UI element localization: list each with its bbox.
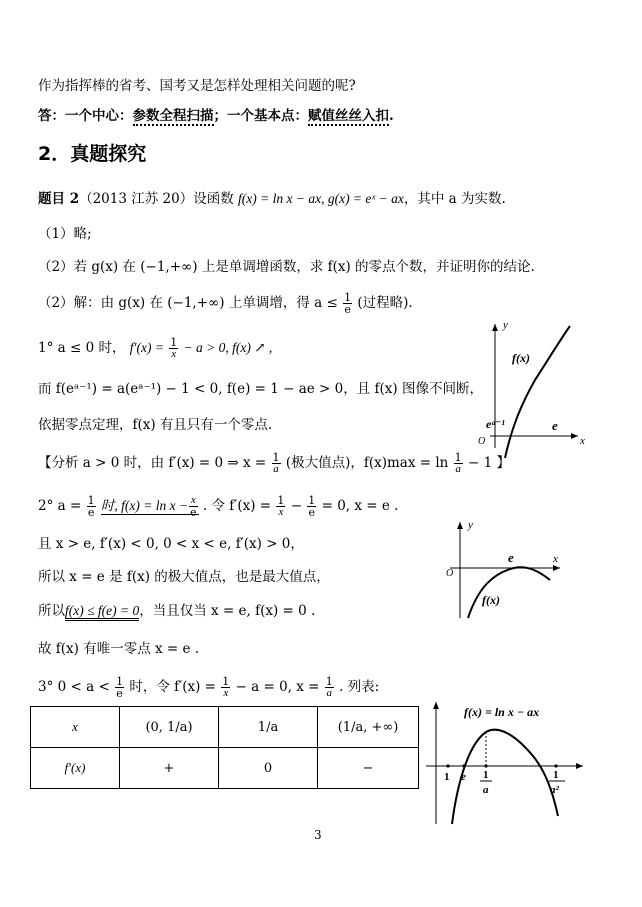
tick-label: 1 <box>483 769 489 781</box>
case2-unique-line: 故 f(x) 有唯一零点 x = e . <box>38 641 200 657</box>
sign-table <box>30 706 419 789</box>
curve-f <box>505 326 570 458</box>
x-arrow-icon <box>553 565 560 571</box>
table-cell: f′(x) <box>31 748 120 789</box>
y-label: y <box>503 319 508 331</box>
origin-label: O <box>478 436 486 447</box>
tick-dot <box>462 764 465 767</box>
point-label: e <box>508 550 514 565</box>
y-arrow-icon <box>457 522 463 529</box>
graph-title: f(x) = ln x − ax <box>464 705 540 719</box>
x-arrow-icon <box>571 433 578 439</box>
case1-cont-line: 而 f(eᵃ⁻¹) = a(eᵃ⁻¹) − 1 < 0, f(e) = 1 − ae > 0，且 f(x) 图像不间断， <box>38 381 483 397</box>
graph-increasing <box>470 318 588 458</box>
table-cell: 1/a <box>219 707 318 748</box>
part1-line: （1）略; <box>38 226 92 242</box>
tick-label: a² <box>550 784 559 796</box>
x-arrow-icon <box>576 763 583 769</box>
case2-ineq-line: 所以f(x) ≤ f(e) = 0，当且仅当 x = e, f(x) = 0 . <box>38 603 316 619</box>
table-cell: − <box>318 748 419 789</box>
curve-f <box>452 730 558 824</box>
table-cell: (1/a, +∞) <box>318 707 419 748</box>
curve-label: f(x) <box>482 593 500 607</box>
x-label: x <box>580 435 585 447</box>
tick-label: 1 <box>553 769 559 781</box>
tick-label: a <box>483 784 489 796</box>
analysis-line: 【分析 a > 0 时，由 f′(x) = 0 ⇒ x = $\frac{1}{a}$ (极大值点)，f(x)max = ln $\frac{1}{a}$ − 1 】 <box>38 451 510 475</box>
case2-line: 2° a = $\frac{1}{e}$ 时, f(x) = ln x − $\frac{x}{e}$ . 令 f′(x) = $\frac{1}{x}$ − $\frac{1}{e}$ = 0, x = e . <box>38 494 399 519</box>
curve-f <box>468 567 550 618</box>
graph-max-zero <box>438 518 570 620</box>
page-number: 3 <box>314 828 322 842</box>
table-cell: 0 <box>219 748 318 789</box>
y-arrow-icon <box>492 324 498 331</box>
table-cell: + <box>120 748 219 789</box>
graph-case3 <box>418 698 588 826</box>
curve-label: f(x) <box>512 351 530 365</box>
case1-line: 1° a ≤ 0 时， f′(x) = $\frac{1}{x}$ − a > 0, f(x) ↗ , <box>38 336 273 360</box>
table-cell: (0, 1/a) <box>120 707 219 748</box>
table-row <box>31 707 419 748</box>
tick-label: 1 <box>444 771 450 783</box>
tick-dot <box>446 764 449 767</box>
point-label: eᵃ⁻¹ <box>486 417 505 431</box>
table-row <box>31 748 419 789</box>
part2-line: （2）若 g(x) 在 (−1,+∞) 上是单调增函数，求 f(x) 的零点个数，并证明你的结论. <box>38 259 535 275</box>
table-cell: x <box>31 707 120 748</box>
problem-line: 题目 2（2013 江苏 20）设函数 f(x) = ln x − ax, g(x) = eˣ − ax，其中 a 为实数. <box>38 191 506 207</box>
case2-max-line: 所以 x = e 是 f(x) 的极大值点，也是最大值点， <box>38 569 330 585</box>
origin-label: O <box>446 568 454 579</box>
y-label: y <box>468 519 473 531</box>
tick-dot <box>484 764 487 767</box>
case3-line: 3° 0 < a < $\frac{1}{e}$ 时，令 f′(x) = $\frac{1}{x}$ − a = 0, x = $\frac{1}{a}$ . 列表: <box>38 675 380 700</box>
section-title: 2．真题探究 <box>38 143 147 165</box>
case2-sign-line: 且 x > e, f′(x) < 0, 0 < x < e, f′(x) > 0， <box>38 536 304 552</box>
tick-dot <box>554 764 557 767</box>
intro-text: 作为指挥棒的省考、国考又是怎样处理相关问题的呢? <box>38 78 356 94</box>
answer-line: 答：一个中心：参数全程扫描；一个基本点：赋值丝丝入扣. <box>38 108 394 124</box>
tick-label: e <box>461 771 466 783</box>
solution-line: （2）解：由 g(x) 在 (−1,+∞) 上单调增，得 a ≤ $\frac{1}{e}$ (过程略)． <box>38 291 422 316</box>
x-label: x <box>553 553 558 565</box>
point-label: e <box>552 418 558 433</box>
case1-zero-line: 依据零点定理，f(x) 有且只有一个零点. <box>38 417 273 433</box>
y-arrow-icon <box>433 702 439 709</box>
